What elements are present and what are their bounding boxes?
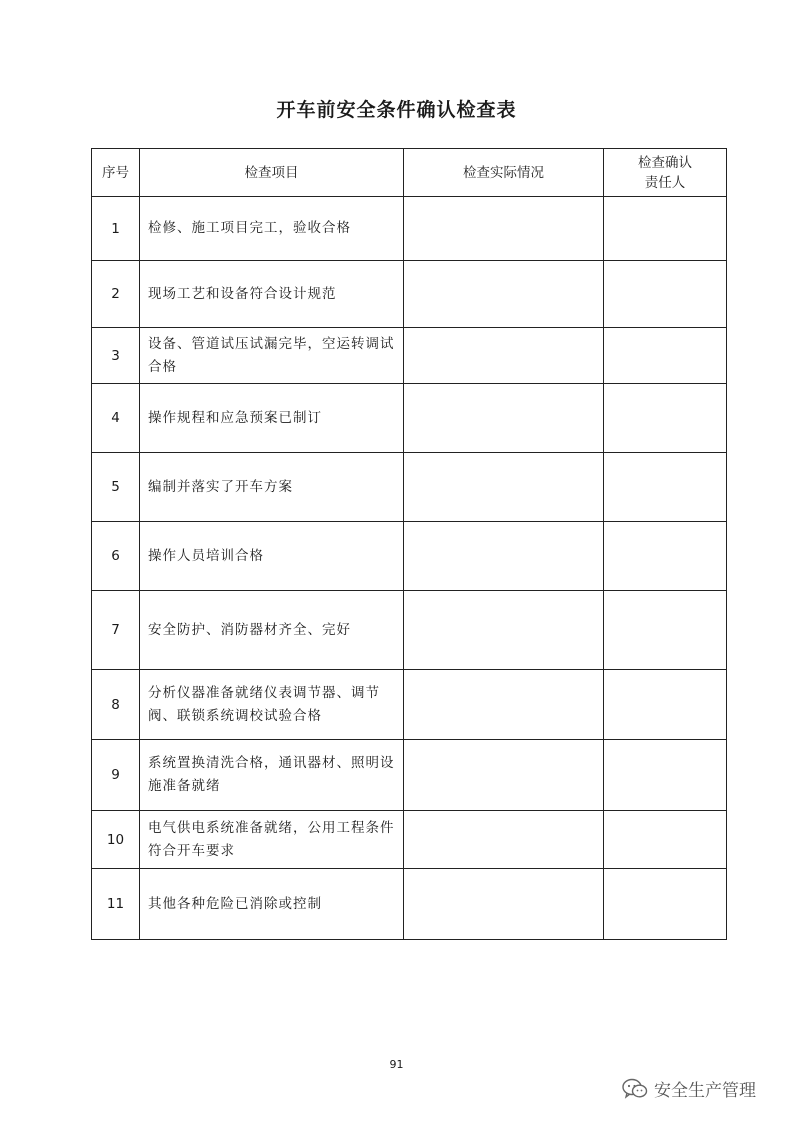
row-actual [404, 328, 604, 384]
row-item: 其他各种危险已消除或控制 [140, 869, 404, 940]
row-item: 现场工艺和设备符合设计规范 [140, 261, 404, 328]
row-item: 电气供电系统准备就绪，公用工程条件符合开车要求 [140, 811, 404, 869]
row-responsible [604, 740, 727, 811]
row-number: 7 [92, 591, 140, 670]
row-responsible [604, 384, 727, 453]
table-row [92, 328, 727, 384]
row-responsible [604, 261, 727, 328]
row-item: 操作人员培训合格 [140, 522, 404, 591]
row-actual [404, 670, 604, 740]
header-no: 序号 [92, 149, 140, 197]
table-row [92, 869, 727, 940]
row-number: 6 [92, 522, 140, 591]
page-number: 91 [389, 1058, 404, 1071]
row-number: 4 [92, 384, 140, 453]
row-responsible [604, 591, 727, 670]
row-number: 8 [92, 670, 140, 740]
row-number: 1 [92, 197, 140, 261]
row-responsible [604, 811, 727, 869]
row-item: 分析仪器准备就绪仪表调节器、调节阀、联锁系统调校试验合格 [140, 670, 404, 740]
row-responsible [604, 522, 727, 591]
page-title: 开车前安全条件确认检查表 [276, 99, 517, 121]
wechat-icon [622, 1078, 648, 1100]
row-responsible [604, 869, 727, 940]
check-table [91, 148, 727, 940]
table-row [92, 591, 727, 670]
row-item: 操作规程和应急预案已制订 [140, 384, 404, 453]
row-number: 2 [92, 261, 140, 328]
row-actual [404, 453, 604, 522]
table-row [92, 811, 727, 869]
table-row [92, 384, 727, 453]
row-number: 5 [92, 453, 140, 522]
table-row [92, 261, 727, 328]
row-actual [404, 522, 604, 591]
row-number: 3 [92, 328, 140, 384]
row-responsible [604, 328, 727, 384]
row-actual [404, 261, 604, 328]
row-item: 安全防护、消防器材齐全、完好 [140, 591, 404, 670]
table-header-row [92, 149, 727, 197]
watermark [622, 1076, 756, 1101]
row-actual [404, 811, 604, 869]
row-number: 9 [92, 740, 140, 811]
row-responsible [604, 453, 727, 522]
row-actual [404, 591, 604, 670]
table-row [92, 522, 727, 591]
header-actual: 检查实际情况 [404, 149, 604, 197]
row-responsible [604, 670, 727, 740]
row-actual [404, 740, 604, 811]
row-item: 系统置换清洗合格，通讯器材、照明设施准备就绪 [140, 740, 404, 811]
header-confirm [604, 149, 727, 197]
table-row [92, 453, 727, 522]
header-confirm-line2: 责任人 [644, 174, 686, 191]
table-row [92, 670, 727, 740]
row-responsible [604, 197, 727, 261]
row-actual [404, 869, 604, 940]
header-item: 检查项目 [140, 149, 404, 197]
row-item: 设备、管道试压试漏完毕，空运转调试合格 [140, 328, 404, 384]
row-number: 11 [92, 869, 140, 940]
watermark-text: 安全生产管理 [654, 1081, 756, 1101]
row-item: 检修、施工项目完工，验收合格 [140, 197, 404, 261]
header-confirm-line1: 检查确认 [638, 154, 692, 171]
row-number: 10 [92, 811, 140, 869]
row-item: 编制并落实了开车方案 [140, 453, 404, 522]
row-actual [404, 197, 604, 261]
row-actual [404, 384, 604, 453]
table-row [92, 197, 727, 261]
table-row [92, 740, 727, 811]
